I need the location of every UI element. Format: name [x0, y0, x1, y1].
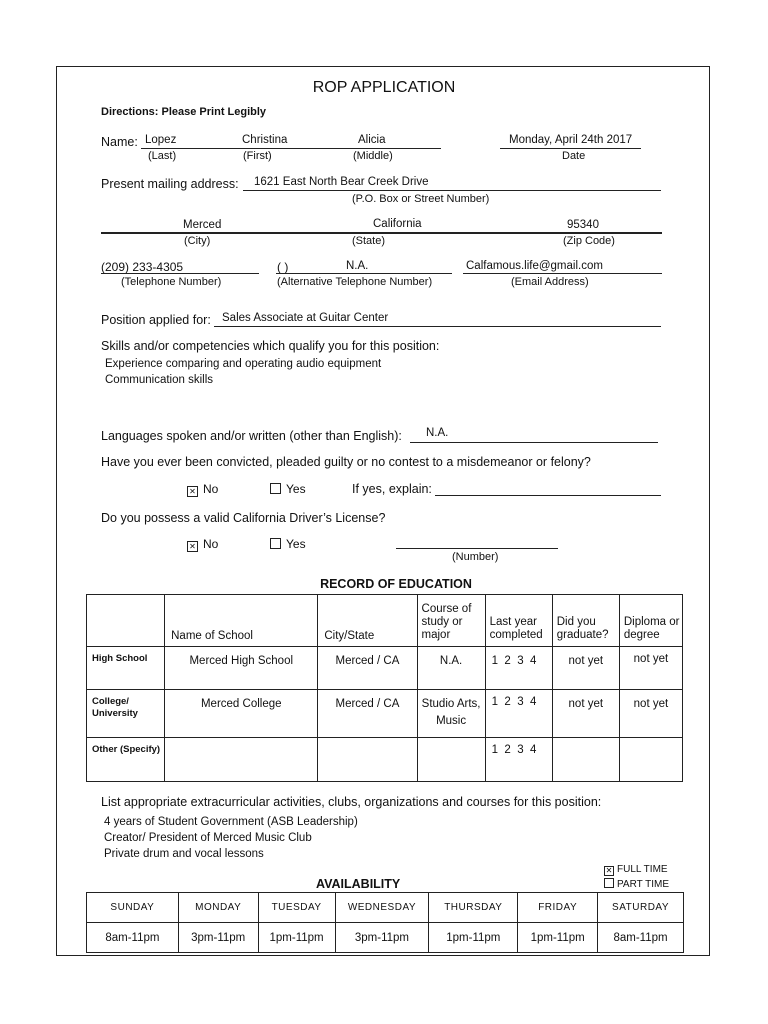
- position-line: [214, 326, 661, 327]
- name-first-field[interactable]: Christina: [242, 134, 288, 146]
- education-header: City/State: [318, 595, 417, 647]
- education-level: College/ University: [87, 690, 165, 738]
- day-header: SATURDAY: [598, 893, 684, 923]
- education-title: RECORD OF EDUCATION: [320, 577, 472, 591]
- license-no-checkbox[interactable]: ✕: [187, 541, 198, 552]
- day-header: WEDNESDAY: [335, 893, 429, 923]
- years-cell[interactable]: 1 2 3 4: [485, 690, 552, 738]
- part-time-option[interactable]: [604, 878, 669, 890]
- hours-cell[interactable]: 1pm-11pm: [518, 923, 598, 953]
- day-header: FRIDAY: [518, 893, 598, 923]
- license-yes-checkbox[interactable]: [270, 538, 281, 549]
- graduated-cell[interactable]: not yet: [552, 690, 619, 738]
- skills-item[interactable]: Experience comparing and operating audio equipment: [105, 358, 382, 370]
- caption-email: (Email Address): [511, 276, 589, 288]
- conviction-yes-checkbox[interactable]: [270, 483, 281, 494]
- education-header-row: [87, 595, 683, 647]
- hours-cell[interactable]: 1pm-11pm: [258, 923, 335, 953]
- address-label: Present mailing address:: [101, 177, 239, 191]
- caption-middle: (Middle): [353, 150, 393, 162]
- skills-item[interactable]: Communication skills: [105, 374, 214, 386]
- part-time-checkbox[interactable]: [604, 878, 614, 888]
- languages-label: Languages spoken and/or written (other than English):: [101, 429, 402, 443]
- license-yes-label: Yes: [286, 537, 306, 551]
- full-time-label: FULL TIME: [617, 864, 668, 875]
- phone-field[interactable]: (209) 233-4305: [101, 260, 184, 274]
- caption-first: (First): [243, 150, 272, 162]
- hours-cell[interactable]: 8am-11pm: [598, 923, 684, 953]
- education-header: Course of study or major: [417, 595, 485, 647]
- education-header: Last year completed: [485, 595, 552, 647]
- license-yes-option[interactable]: [270, 537, 306, 551]
- degree-cell[interactable]: not yet: [619, 690, 682, 738]
- skills-label: Skills and/or competencies which qualify you for this position:: [101, 339, 440, 353]
- hours-cell[interactable]: 3pm-11pm: [335, 923, 429, 953]
- table-row: [87, 647, 683, 690]
- name-middle-field[interactable]: Alicia: [358, 134, 386, 146]
- school-cell[interactable]: Merced College: [165, 690, 318, 738]
- major-cell[interactable]: Studio Arts, Music: [417, 690, 485, 738]
- form-title: ROP APPLICATION: [312, 79, 456, 96]
- day-header: MONDAY: [178, 893, 258, 923]
- date-field[interactable]: Monday, April 24th 2017: [509, 134, 633, 146]
- education-level: High School: [87, 647, 165, 690]
- name-last-field[interactable]: Lopez: [145, 134, 177, 146]
- phone-area: 209: [105, 260, 126, 274]
- name-line: [141, 148, 441, 149]
- languages-field[interactable]: N.A.: [426, 427, 449, 439]
- caption-street: (P.O. Box or Street Number): [352, 193, 490, 205]
- extracurricular-label: List appropriate extracurricular activities, clubs, organizations and courses for this position:: [101, 795, 602, 809]
- languages-line: [410, 442, 658, 443]
- school-cell[interactable]: Merced High School: [165, 647, 318, 690]
- zip-field[interactable]: 95340: [567, 219, 599, 231]
- degree-cell[interactable]: not yet: [619, 647, 682, 690]
- explain-label: If yes, explain:: [352, 482, 432, 496]
- caption-state: (State): [352, 235, 386, 247]
- conviction-no-option[interactable]: [187, 482, 218, 497]
- extracurricular-item[interactable]: Private drum and vocal lessons: [104, 848, 264, 860]
- hours-cell[interactable]: 8am-11pm: [87, 923, 179, 953]
- address-line: [243, 190, 661, 191]
- license-no-option[interactable]: [187, 537, 218, 552]
- city-cell[interactable]: Merced / CA: [318, 647, 417, 690]
- alt-phone-paren: ( ): [277, 260, 289, 274]
- education-header: Diploma or degree: [619, 595, 682, 647]
- full-time-option[interactable]: [604, 864, 668, 876]
- position-field[interactable]: Sales Associate at Guitar Center: [222, 312, 389, 324]
- caption-alt-phone: (Alternative Telephone Number): [277, 276, 433, 288]
- major-cell[interactable]: N.A.: [417, 647, 485, 690]
- day-header: TUESDAY: [258, 893, 335, 923]
- conviction-no-label: No: [203, 482, 219, 496]
- education-level: Other (Specify): [87, 738, 165, 782]
- table-row: [87, 738, 683, 782]
- degree-cell[interactable]: [619, 738, 682, 782]
- city-cell[interactable]: Merced / CA: [318, 690, 417, 738]
- caption-license-number: (Number): [452, 551, 499, 563]
- license-number-line[interactable]: [396, 548, 558, 549]
- phone-number: 233-4305: [132, 260, 184, 274]
- hours-cell[interactable]: 1pm-11pm: [429, 923, 518, 953]
- years-cell[interactable]: 1 2 3 4: [485, 647, 552, 690]
- hours-cell[interactable]: 3pm-11pm: [178, 923, 258, 953]
- conviction-question: Have you ever been convicted, pleaded guilty or no contest to a misdemeanor or felony?: [101, 455, 591, 469]
- major-cell[interactable]: [417, 738, 485, 782]
- alt-phone-line: [276, 273, 452, 274]
- table-row: [87, 690, 683, 738]
- state-field[interactable]: California: [373, 218, 422, 230]
- availability-days-row: [87, 893, 684, 923]
- phone-line: [101, 273, 259, 274]
- caption-zip: (Zip Code): [563, 235, 615, 247]
- conviction-yes-option[interactable]: [270, 482, 306, 496]
- years-cell[interactable]: 1 2 3 4: [485, 738, 552, 782]
- city-state-zip-line: [101, 232, 662, 234]
- full-time-checkbox[interactable]: ✕: [605, 866, 613, 875]
- license-question: Do you possess a valid California Driver’s License?: [101, 511, 386, 525]
- explain-line[interactable]: [435, 495, 661, 496]
- license-no-label: No: [203, 537, 219, 551]
- city-field[interactable]: Merced: [183, 219, 222, 231]
- school-cell[interactable]: [165, 738, 318, 782]
- caption-last: (Last): [148, 150, 177, 162]
- graduated-cell[interactable]: not yet: [552, 647, 619, 690]
- caption-city: (City): [184, 235, 211, 247]
- directions: Directions: Please Print Legibly: [101, 106, 267, 118]
- education-table: [86, 594, 683, 782]
- availability-hours-row: [87, 923, 684, 953]
- day-header: THURSDAY: [429, 893, 518, 923]
- education-header: [87, 595, 165, 647]
- email-line: [463, 273, 662, 274]
- education-header: Did you graduate?: [552, 595, 619, 647]
- conviction-no-checkbox[interactable]: ✕: [187, 486, 198, 497]
- extracurricular-item[interactable]: Creator/ President of Merced Music Club: [104, 832, 312, 844]
- email-field[interactable]: Calfamous.life@gmail.com: [466, 260, 603, 272]
- street-field[interactable]: 1621 East North Bear Creek Drive: [254, 176, 429, 188]
- availability-table: [86, 892, 684, 953]
- alt-phone-field[interactable]: N.A.: [346, 260, 369, 272]
- city-cell[interactable]: [318, 738, 417, 782]
- day-header: SUNDAY: [87, 893, 179, 923]
- caption-phone: (Telephone Number): [121, 276, 222, 288]
- name-label: Name:: [101, 135, 138, 149]
- part-time-label: PART TIME: [617, 879, 670, 890]
- position-label: Position applied for:: [101, 313, 211, 327]
- availability-title: AVAILABILITY: [316, 877, 401, 891]
- graduated-cell[interactable]: [552, 738, 619, 782]
- education-header: Name of School: [165, 595, 318, 647]
- extracurricular-item[interactable]: 4 years of Student Government (ASB Leadership): [104, 816, 358, 828]
- caption-date: Date: [562, 150, 586, 162]
- conviction-yes-label: Yes: [286, 482, 306, 496]
- date-line: [500, 148, 641, 149]
